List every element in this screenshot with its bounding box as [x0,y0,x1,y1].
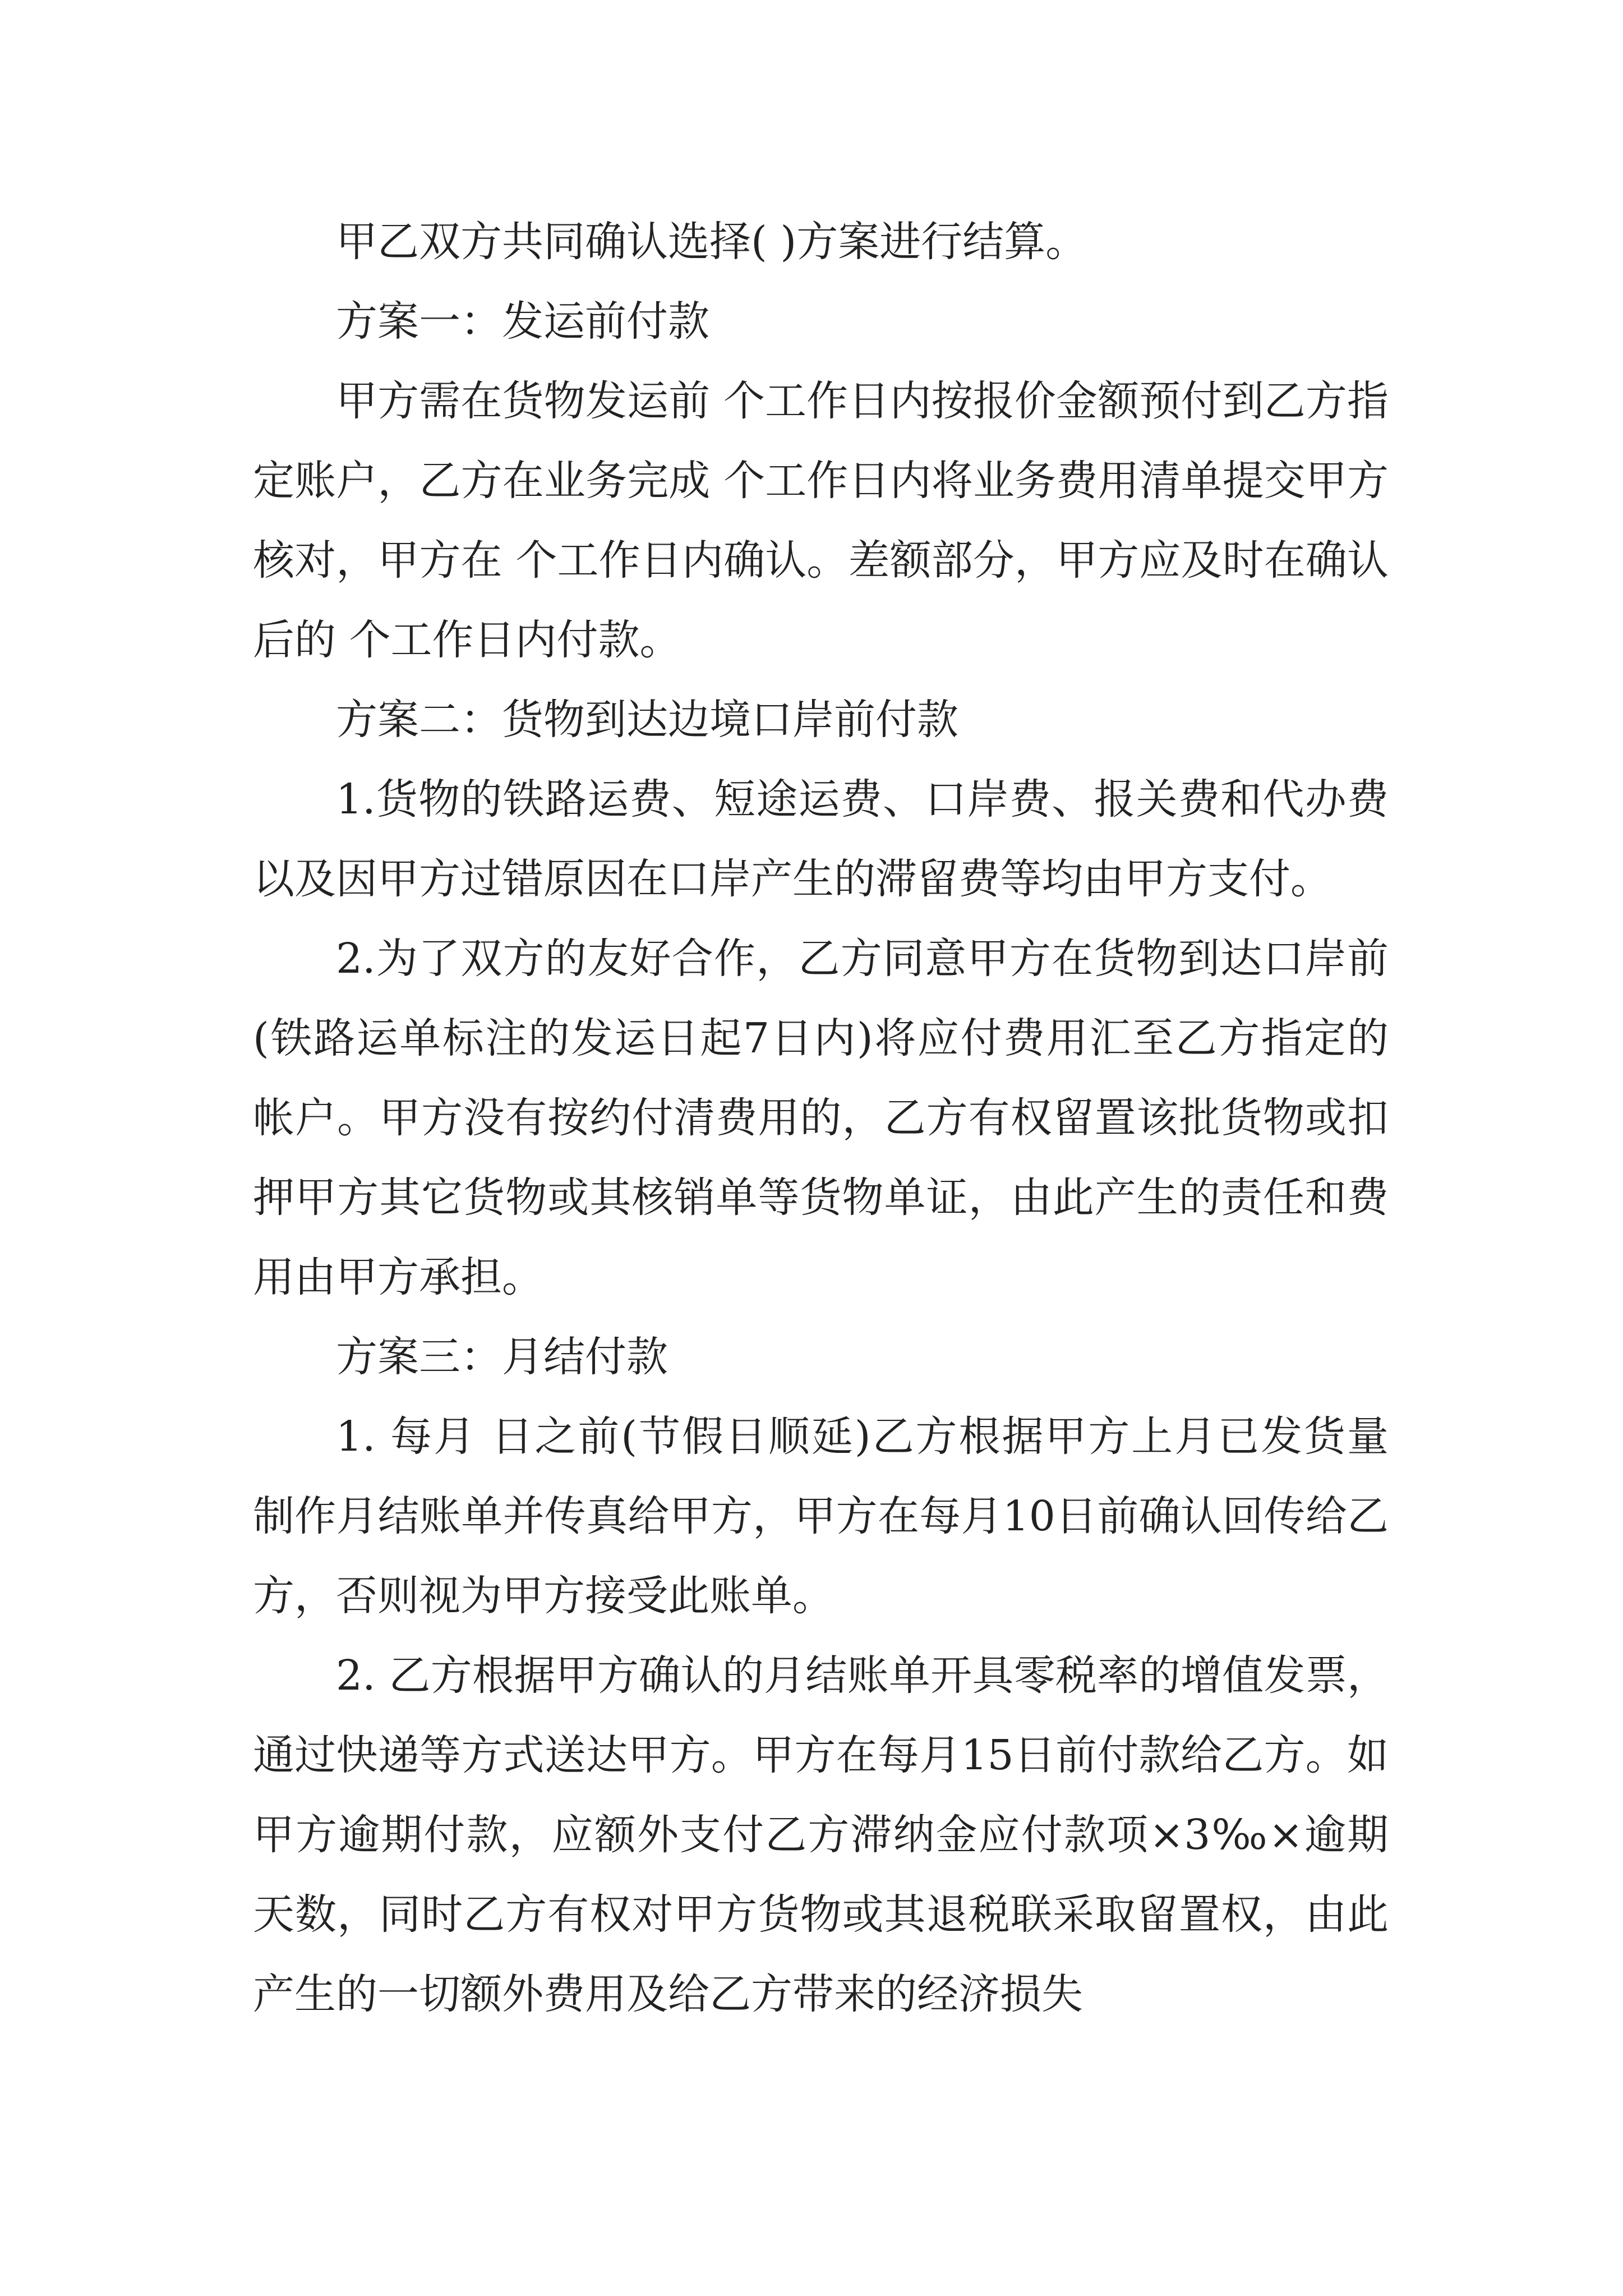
paragraph-plan-two-item-2: 2.为了双方的友好合作，乙方同意甲方在货物到达口岸前(铁路运单标注的发运日起7日内)将应付费用汇至乙方指定的帐户。甲方没有按约付清费用的，乙方有权留置该批货物或扣押甲方其它货物或其核销单等货物单证，由此产生的责任和费用由甲方承担。 [253,935,1389,1301]
paragraph-plan-two-item-1: 1.货物的铁路运费、短途运费、口岸费、报关费和代办费以及因甲方过错原因在口岸产生的滞留费等均由甲方支付。 [253,775,1389,903]
document-body [253,202,1389,2034]
paragraph-plan-three-item-1: 1. 每月 日之前(节假日顺延)乙方根据甲方上月已发货量制作月结账单并传真给甲方，甲方在每月10日前确认回传给乙方，否则视为甲方接受此账单。 [253,1412,1389,1620]
paragraph-settlement-choice: 甲乙双方共同确认选择( )方案进行结算。 [336,218,1087,266]
paragraph-plan-three-item-2: 2. 乙方根据甲方确认的月结账单开具零税率的增值发票，通过快递等方式送达甲方。甲方在每月15日前付款给乙方。如甲方逾期付款，应额外支付乙方滞纳金应付款项×3‰×逾期天数，同时乙方有权对甲方货物或其退税联采取留置权，由此产生的一切额外费用及给乙方带来的经济损失 [253,1651,1389,2018]
heading-plan-three: 方案三：月结付款 [336,1333,668,1381]
paragraph-plan-one-terms: 甲方需在货物发运前 个工作日内按报价金额预付到乙方指定账户，乙方在业务完成 个工作日内将业务费用清单提交甲方核对，甲方在 个工作日内确认。差额部分，甲方应及时在确认后的 个工作日内付款。 [253,377,1389,664]
heading-plan-two: 方案二：货物到达边境口岸前付款 [336,696,958,744]
heading-plan-one: 方案一：发运前付款 [336,297,709,346]
